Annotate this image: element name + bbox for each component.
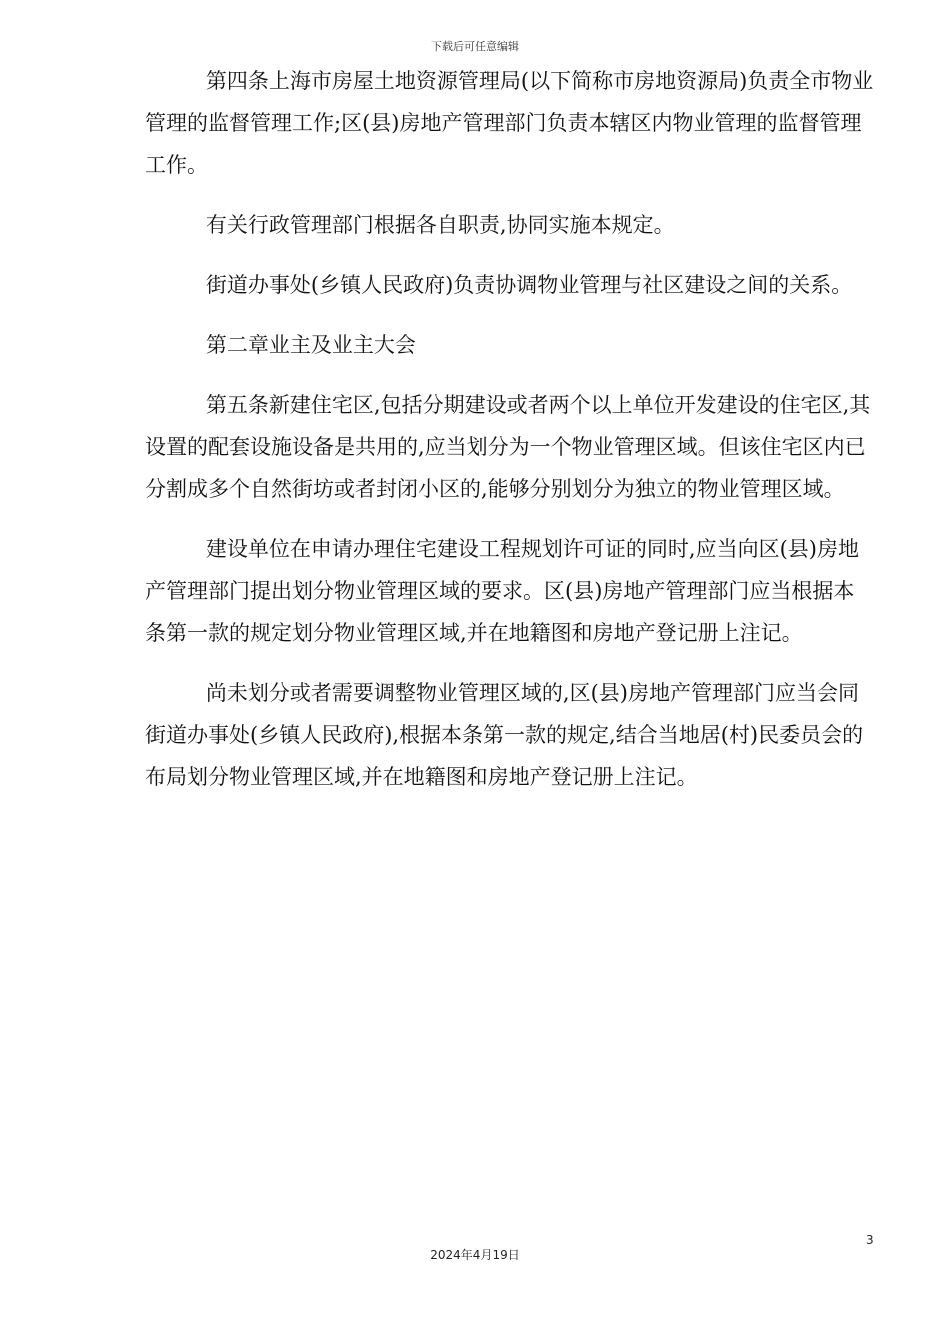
paragraph-agencies: 有关行政管理部门根据各自职责,协同实施本规定。 [205,213,675,237]
paragraph-article-5: 第五条新建住宅区,包括分期建设或者两个以上单位开发建设的住宅区,其设置的配套设施设备是共用的,应当划分为一个物业管理区域。但该住宅区内已分割成多个自然街坊或者封闭小区的,能够分别划分为独立的物业管理区域。 [145,393,871,501]
paragraph-street-office: 街道办事处(乡镇人民政府)负责协调物业管理与社区建设之间的关系。 [205,273,853,297]
page-header: 下载后可任意编辑 [431,40,519,53]
footer-date: 2024年4月19日 [430,1248,520,1262]
paragraph-developer: 建设单位在申请办理住宅建设工程规划许可证的同时,应当向区(县)房地产管理部门提出划分物业管理区域的要求。区(县)房地产管理部门应当根据本条第一款的规定划分物业管理区域,并在地籍图和房地产登记册上注记。 [145,537,859,645]
document-body [145,60,875,816]
page-number: 3 [866,1233,874,1247]
chapter-heading: 第二章业主及业主大会 [205,333,416,357]
paragraph-adjustment: 尚未划分或者需要调整物业管理区域的,区(县)房地产管理部门应当会同街道办事处(乡镇人民政府),根据本条第一款的规定,结合当地居(村)民委员会的布局划分物业管理区域,并在地籍图和房地产登记册上注记。 [145,681,864,789]
paragraph-article-4: 第四条上海市房屋土地资源管理局(以下简称市房地资源局)负责全市物业管理的监督管理工作;区(县)房地产管理部门负责本辖区内物业管理的监督管理工作。 [145,69,874,177]
